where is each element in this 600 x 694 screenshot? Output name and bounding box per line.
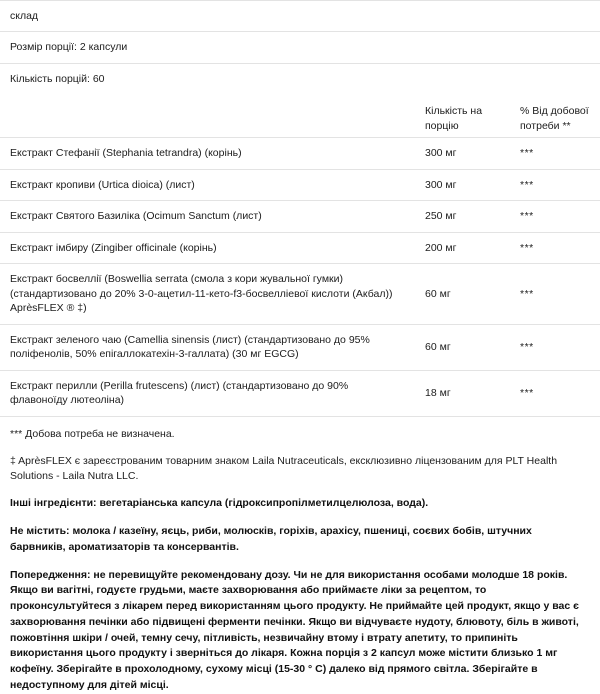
ingredient-amount: 300 мг	[415, 169, 510, 200]
ingredient-amount: 18 мг	[415, 370, 510, 416]
column-header-amount: Кількість на порцію	[425, 105, 483, 132]
label-title: склад	[0, 1, 600, 32]
label-title-row	[0, 1, 600, 32]
servings-per-container-row	[0, 63, 600, 94]
ingredient-daily-value: ***	[510, 201, 600, 232]
ingredient-amount: 250 мг	[415, 201, 510, 232]
label-notes	[0, 427, 600, 694]
allergen-statement: Не містить: молока / казеїну, яєць, риби, молюсків, горіхів, арахісу, пшениці, соєвих бобів, штучних барвників, ароматизаторів та консервантів.	[10, 525, 532, 553]
column-header-daily-value: % Від добової потреби **	[520, 105, 589, 132]
trademark-footnote: ‡ AprèsFLEX є зареєстрованим товарним знаком Laila Nutraceuticals, ексклюзивно ліцензованим для PLT Health Solutions - Laila Nutra LLC.	[10, 454, 558, 483]
ingredient-daily-value: ***	[510, 370, 600, 416]
ingredient-name: Екстракт перилли (Perilla frutescens) (лист) (стандартизовано до 90% флавоноїду лютеоліна)	[0, 370, 415, 416]
table-row	[0, 264, 600, 324]
ingredient-name: Екстракт босвеллії (Boswellia serrata (смола з кори жувальної гумки) (стандартизовано до 20% 3-0-ацетил-11-кето-f3-босвелліевої кислоти (Акбал)) AprèsFLEX ® ‡)	[0, 264, 415, 324]
table-row	[0, 169, 600, 200]
supplement-facts-body	[0, 1, 600, 417]
ingredient-name: Екстракт імбиру (Zingiber officinale (корінь)	[0, 232, 415, 263]
warning-statement: Попередження: не перевищуйте рекомендовану дозу. Чи не для використання особами молодше 18 років. Якщо ви вагітні, годуєте грудьми, маєте захворювання або приймаєте ліки за рецептом, то проконсультуйтеся з лікарем перед використанням цього продукту. Не приймайте цей продукт, якщо у вас є захворювання печінки або підвищені ферменти печінки. Якщо ви відчуваєте нудоту, блювоту, біль в животі, пожовтіння шкіри / очей, темну сечу, пітливість, незвичайну втому і втрату апетиту, то припиніть використання цього продукту і зверніться до лікаря. Кожна порція з 2 капсул може містити близько 1 мг кофеїну. Зберігайте в прохолодному, сухому місці (15-30 ° С) далеко від прямого світла. Зберігайте в недоступному для дітей місці.	[10, 568, 579, 691]
servings-per-container: Кількість порцій: 60	[0, 63, 600, 94]
ingredient-name: Екстракт кропиви (Urtica dioica) (лист)	[0, 169, 415, 200]
other-ingredients: Інші інгредієнти: вегетаріанська капсула (гідроксипропілметилцелюлоза, вода).	[10, 497, 429, 510]
daily-value-footnote: *** Добова потреба не визначена.	[10, 427, 175, 440]
ingredient-name: Екстракт зеленого чаю (Camellia sinensis (лист) (стандартизовано до 95% поліфенолів, 50% епігаллокатехін-3-галлата) (30 мг EGCG)	[0, 324, 415, 370]
ingredient-amount: 200 мг	[415, 232, 510, 263]
table-row	[0, 138, 600, 169]
table-row	[0, 201, 600, 232]
column-headers-row	[0, 94, 600, 137]
table-row	[0, 324, 600, 370]
column-header-spacer	[0, 94, 415, 137]
ingredient-daily-value: ***	[510, 324, 600, 370]
ingredient-daily-value: ***	[510, 169, 600, 200]
ingredient-amount: 60 мг	[415, 264, 510, 324]
ingredient-amount: 300 мг	[415, 138, 510, 169]
serving-size-row	[0, 32, 600, 63]
table-row	[0, 370, 600, 416]
ingredient-daily-value: ***	[510, 138, 600, 169]
serving-size: Розмір порції: 2 капсули	[0, 32, 600, 63]
ingredient-name: Екстракт Стефанії (Stephania tetrandra) (корінь)	[0, 138, 415, 169]
table-row	[0, 232, 600, 263]
ingredient-daily-value: ***	[510, 232, 600, 263]
ingredient-daily-value: ***	[510, 264, 600, 324]
ingredient-amount: 60 мг	[415, 324, 510, 370]
ingredient-name: Екстракт Святого Базиліка (Ocimum Sanctum (лист)	[0, 201, 415, 232]
